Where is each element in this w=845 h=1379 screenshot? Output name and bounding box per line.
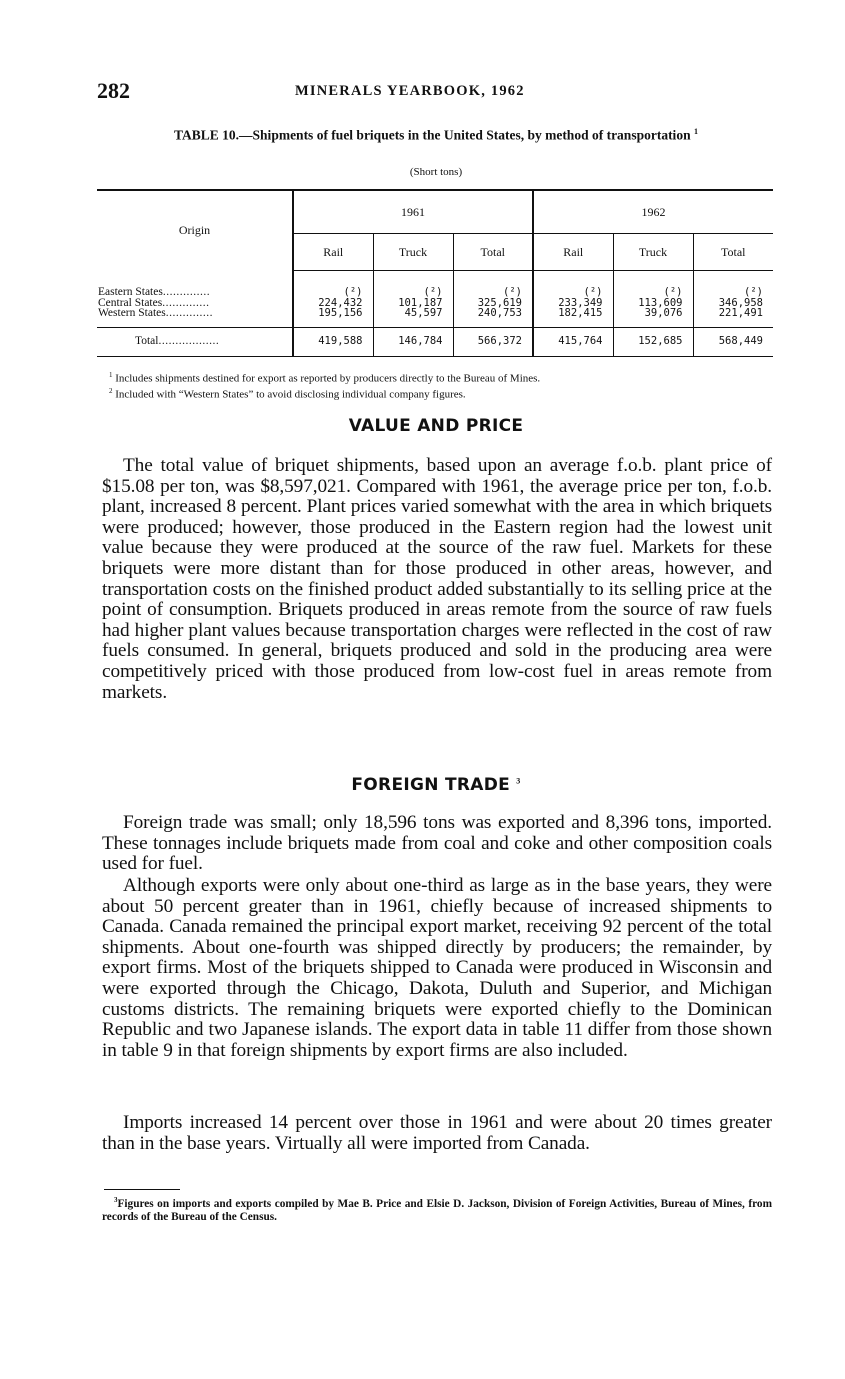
table-cell: 224,432 [293, 298, 373, 309]
row-label: Eastern States.............. [98, 285, 211, 298]
table-title-note: 1 [693, 127, 698, 136]
table-row [97, 271, 773, 298]
origin-header: Origin [178, 223, 211, 238]
page-number: 282 [97, 78, 130, 103]
table-cell: 419,588 [293, 327, 373, 356]
section-heading-value-and-price: VALUE AND PRICE [348, 416, 524, 436]
column-header: Truck [373, 234, 453, 271]
table-cell: 221,491 [693, 308, 773, 327]
table-footnote: $^1$ Includes shipments destined for export as reported by producers directly to the Bureau of Mines. [109, 371, 541, 385]
trade-paragraph-1: Foreign trade was small; only 18,596 tons was exported and 8,396 tons, imported. These tonnages include briquets made from coal and coke and other composition coals used for fuel. [102, 812, 772, 875]
footnote-rule [104, 1189, 180, 1190]
page-footnote: $^3$Figures on imports and exports compiled by Mae B. Price and Elsie D. Jackson, Division of Foreign Activities, Bureau of Mines, from records of the Bureau of the Census. [102, 1196, 772, 1223]
table-cell: 146,784 [373, 327, 453, 356]
year-header-1961: 1961 [293, 190, 533, 234]
table-units: (Short tons) [409, 166, 463, 178]
table-cell: (²) [613, 271, 693, 298]
trade-paragraph-2: Although exports were only about one-third as large as in the base years, they were about 50 percent greater than in 1961, chiefly because of increased shipments to Canada. Canada remained the principal export market, receiving 92 percent of the total shipments. About one-fourth was shipped directly by producers; the remainder, by export firms. Most of the briquets shipped to Canada were produced in Wisconsin and were exported through the Chicago, Dakota, Duluth and Superior, and Michigan customs districts. The remaining briquets were exported chiefly to the Dominican Republic and two Japanese islands. The export data in table 11 differ from those shown in table 9 in that foreign shipments by export firms are also included. [102, 875, 772, 1061]
table-cell: 101,187 [373, 298, 453, 309]
table-cell: 233,349 [533, 298, 613, 309]
table-cell: 45,597 [373, 308, 453, 327]
row-label: Western States.............. [98, 307, 213, 319]
value-paragraph: The total value of briquet shipments, based upon an average f.o.b. plant price of $15.08 per ton, was $8,597,021. Compared with 1961, the average price per ton, f.o.b. plant, increased 8 percent. Plant prices varied somewhat with the area in which briquets were produced; however, those produced in the Eastern region had the lowest unit value because they were produced at the source of the raw fuel. Markets for these briquets were more distant than for those produced in other areas, however, and transportation costs on the finished product added substantially to its selling price at the point of consumption. Briquets produced in areas remote from the source of raw fuels had higher plant values because transportation charges were reflected in the cost of raw fuels consumed. In general, briquets produced and sold in the producing area were competitively priced with those produced from low-cost fuel in areas remote from markets. [102, 455, 772, 703]
table-cell: 240,753 [453, 308, 533, 327]
column-header: Rail [533, 234, 613, 271]
table-cell: 152,685 [613, 327, 693, 356]
table-title-text: TABLE 10.—Shipments of fuel briquets in the United States, by method of transportation [174, 127, 691, 143]
table-cell: (²) [293, 271, 373, 298]
shipments-table [97, 189, 773, 357]
total-row [97, 327, 773, 356]
year-header-1962: 1962 [533, 190, 773, 234]
trade-paragraph-3: Imports increased 14 percent over those in 1961 and were about 20 times greater than in the base years. Virtually all were imported from Canada. [102, 1112, 772, 1154]
table-row [97, 308, 773, 327]
table-cell: 566,372 [453, 327, 533, 356]
table-title [100, 123, 772, 145]
column-header: Total [693, 234, 773, 271]
table-footnote: $^2$ Included with “Western States” to avoid disclosing individual company figures. [109, 386, 466, 401]
table-cell: 182,415 [533, 308, 613, 327]
table-cell: 195,156 [293, 308, 373, 327]
table-cell: 113,609 [613, 298, 693, 309]
table-cell: 346,958 [693, 298, 773, 309]
row-label: Total.................. [97, 327, 293, 356]
column-header: Truck [613, 234, 693, 271]
running-title: MINERALS YEARBOOK, 1962 [295, 83, 525, 99]
table-cell: (²) [373, 271, 453, 298]
section-heading-foreign-trade: FOREIGN TRADE $^3$ [351, 775, 521, 795]
heading-footnote-mark: 3 [516, 776, 521, 786]
column-header: Rail [293, 234, 373, 271]
table-cell: 415,764 [533, 327, 613, 356]
table-cell: (²) [533, 271, 613, 298]
table-cell: 568,449 [693, 327, 773, 356]
table-cell: (²) [693, 271, 773, 298]
column-header: Total [453, 234, 533, 271]
running-header [97, 78, 772, 104]
table-cell: 325,619 [453, 298, 533, 309]
table-cell: (²) [453, 271, 533, 298]
table-cell: 39,076 [613, 308, 693, 327]
table-footnotes [109, 369, 769, 400]
row-label: Central States.............. [98, 296, 210, 309]
